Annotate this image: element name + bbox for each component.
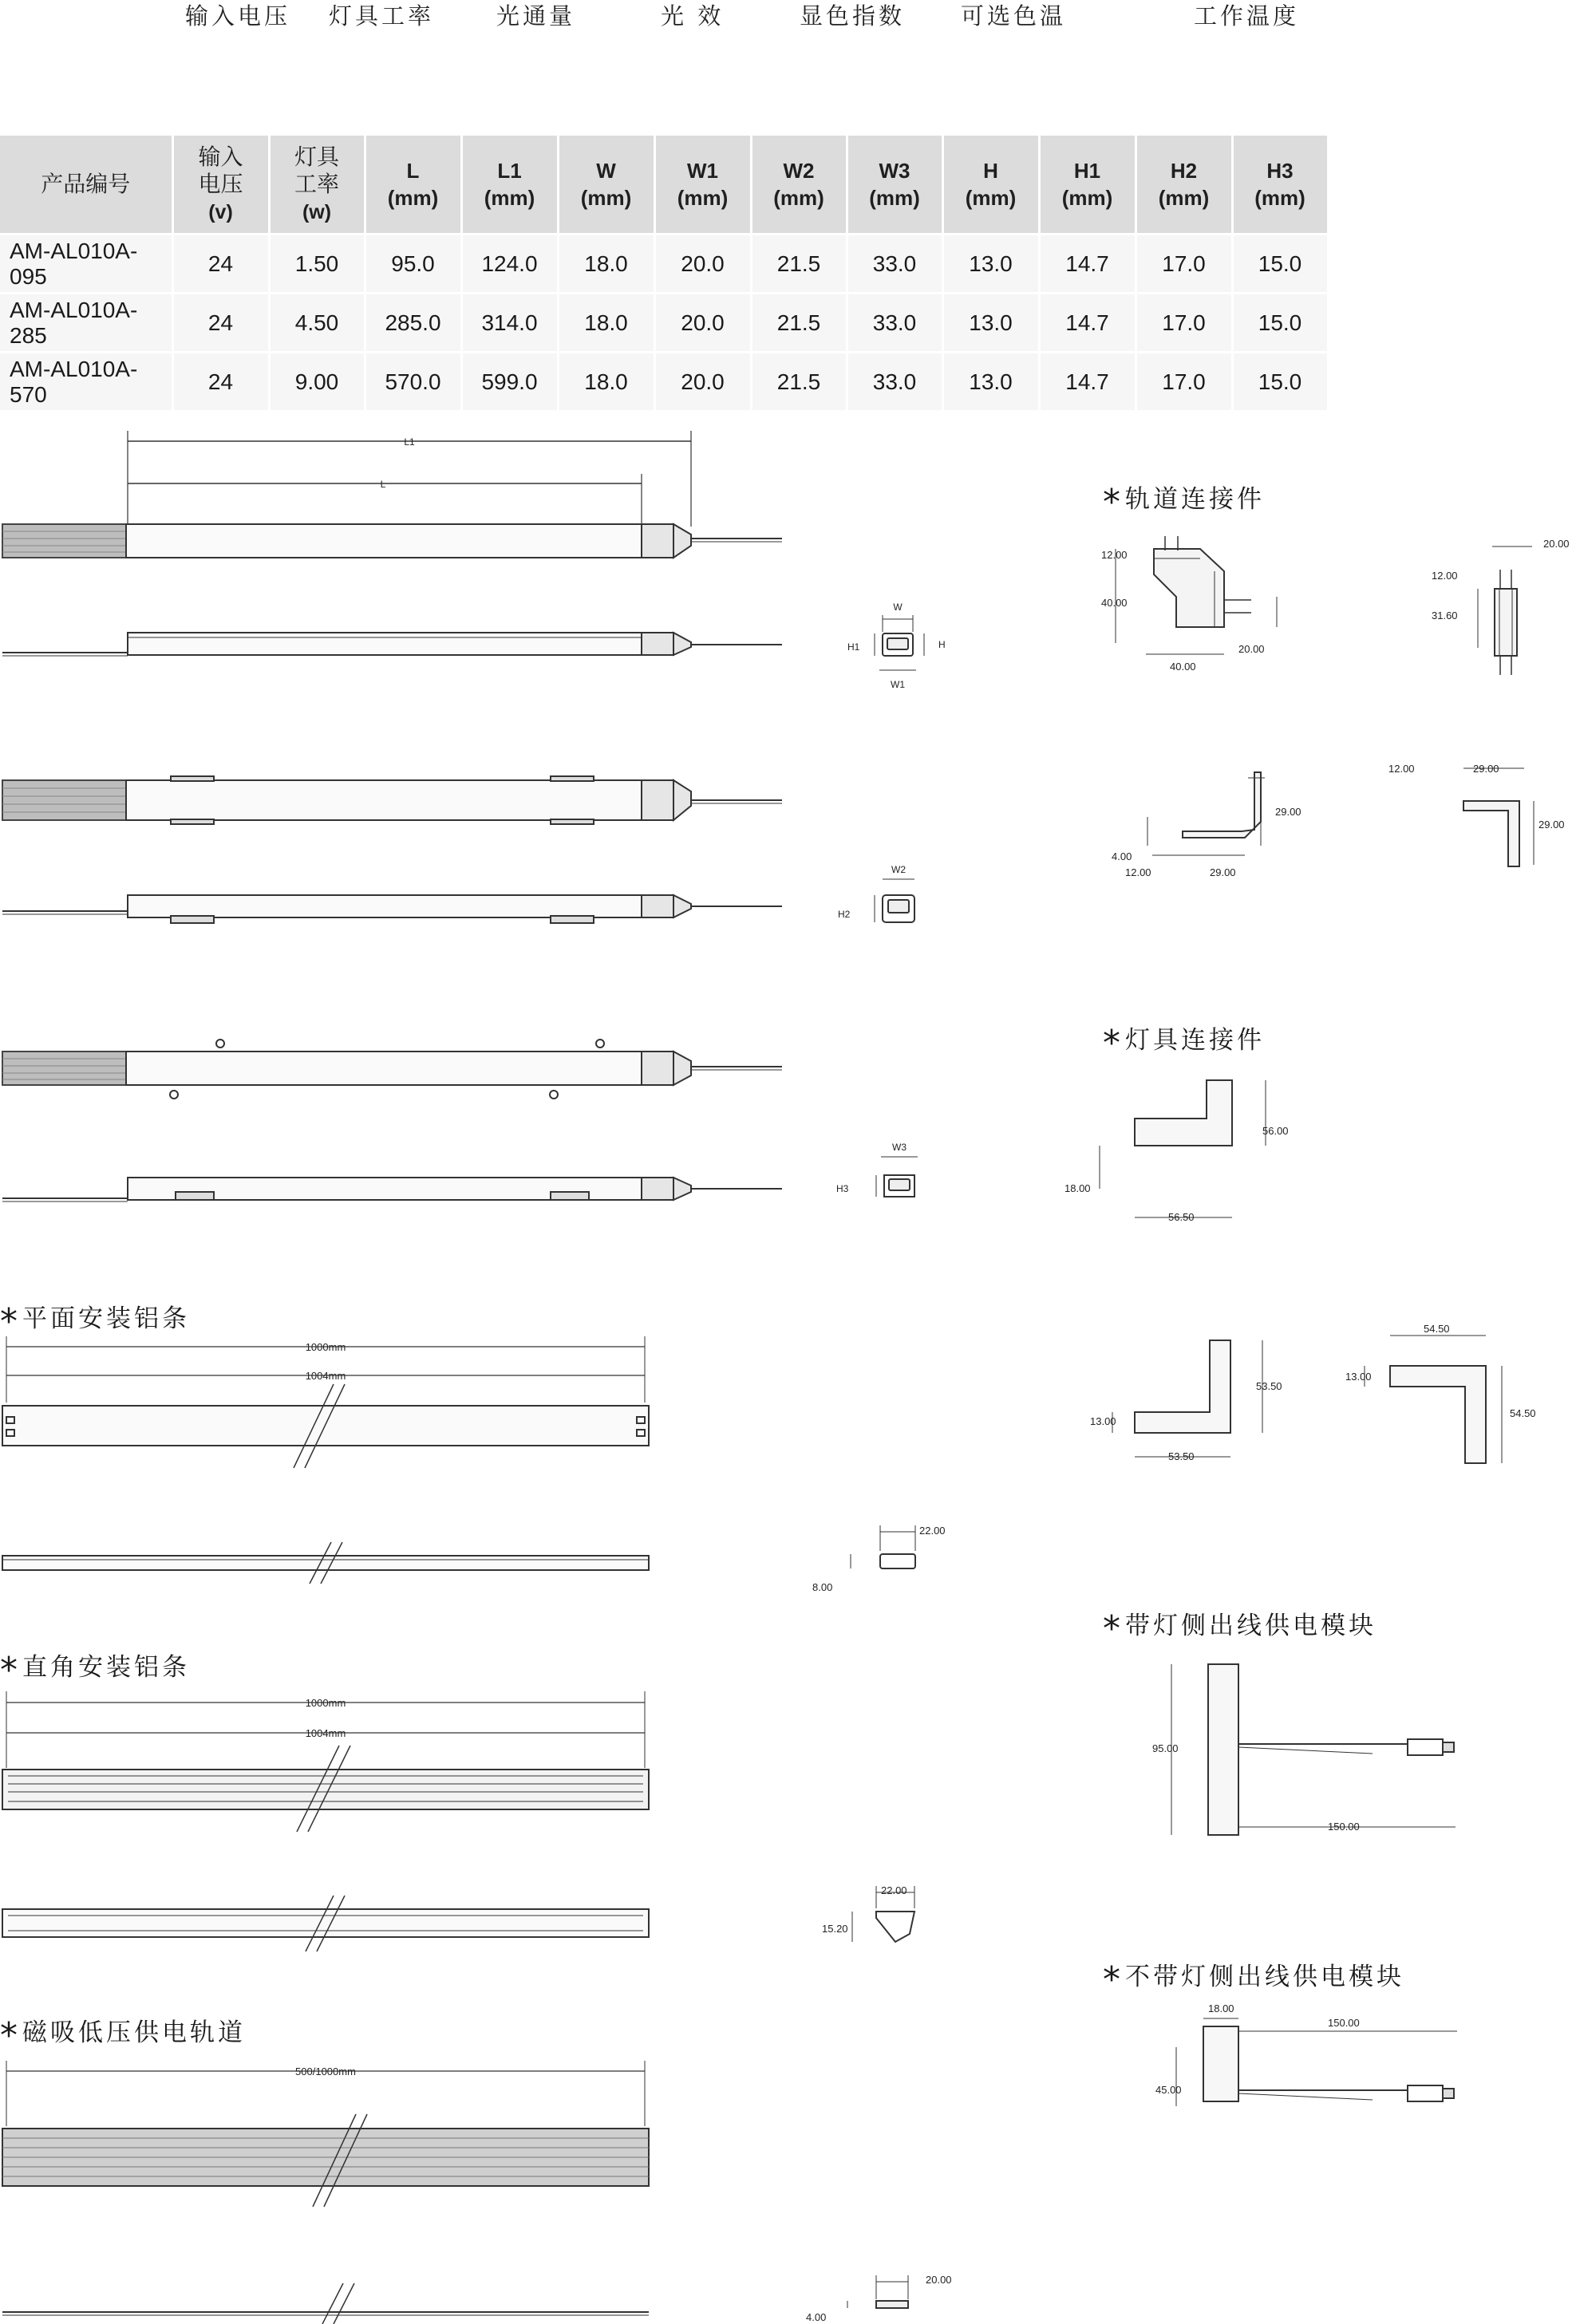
cell: 18.0 bbox=[558, 294, 654, 353]
header-input-voltage: 输入电压 bbox=[185, 2, 291, 30]
cell: 17.0 bbox=[1136, 235, 1232, 294]
cell-model: AM-AL010A-285 bbox=[0, 294, 172, 353]
cell: 13.0 bbox=[942, 294, 1039, 353]
dim-12-c: 12.00 bbox=[1125, 866, 1151, 878]
dim-H1: H1 bbox=[847, 641, 860, 653]
dim-40-b: 40.00 bbox=[1170, 661, 1196, 673]
dim-40-a: 40.00 bbox=[1101, 597, 1128, 609]
fixture-drawing-2 bbox=[2, 776, 914, 923]
dim-L1: L1 bbox=[404, 436, 415, 448]
cell: 24 bbox=[172, 294, 269, 353]
dim-12-a: 12.00 bbox=[1101, 549, 1128, 561]
col-header-H2: H2 (mm) bbox=[1136, 136, 1232, 235]
cell: 20.0 bbox=[654, 294, 751, 353]
cell: 9.00 bbox=[269, 353, 365, 411]
cell: 285.0 bbox=[365, 294, 461, 353]
cell: 17.0 bbox=[1136, 294, 1232, 353]
cell: 314.0 bbox=[461, 294, 558, 353]
cell: 13.0 bbox=[942, 235, 1039, 294]
dim-13-b: 13.00 bbox=[1345, 1371, 1372, 1383]
cell: 33.0 bbox=[847, 353, 942, 411]
dim-53-5-b: 53.50 bbox=[1168, 1450, 1195, 1462]
cell: 13.0 bbox=[942, 353, 1039, 411]
cell-model: AM-AL010A-570 bbox=[0, 353, 172, 411]
col-header-H: H (mm) bbox=[942, 136, 1039, 235]
dim-150-a: 150.00 bbox=[1328, 1821, 1360, 1833]
title-lamp-connector: *灯具连接件 bbox=[1103, 1023, 1265, 1063]
cell: 14.7 bbox=[1039, 353, 1136, 411]
dim-H: H bbox=[938, 639, 946, 650]
dim-54-5-b: 54.50 bbox=[1510, 1407, 1536, 1419]
dim-56: 56.00 bbox=[1262, 1125, 1289, 1137]
col-header-W1: W1 (mm) bbox=[654, 136, 751, 235]
dim-29-a: 29.00 bbox=[1275, 806, 1301, 818]
dim-53-5-a: 53.50 bbox=[1256, 1380, 1282, 1392]
cell: 24 bbox=[172, 353, 269, 411]
lamp-connector-drawings bbox=[1064, 1080, 1536, 1463]
dim-29-b: 29.00 bbox=[1210, 866, 1236, 878]
col-header-L1: L1 (mm) bbox=[461, 136, 558, 235]
dim-20-b: 20.00 bbox=[1543, 538, 1570, 550]
dim-20-track: 20.00 bbox=[926, 2274, 952, 2286]
dim-22: 22.00 bbox=[919, 1525, 946, 1537]
dim-1004mm: 1004mm bbox=[305, 1370, 346, 1382]
dim-W: W bbox=[893, 602, 903, 613]
col-header-model: 产品编号 bbox=[0, 136, 172, 235]
dim-45: 45.00 bbox=[1155, 2084, 1182, 2096]
col-header-W: W (mm) bbox=[558, 136, 654, 235]
fixture-drawing-1 bbox=[2, 431, 946, 690]
dim-1000mm-ra: 1000mm bbox=[305, 1697, 346, 1709]
dim-15-2: 15.20 bbox=[822, 1923, 848, 1935]
cell: 21.5 bbox=[751, 235, 847, 294]
header-cct: 可选色温 bbox=[961, 2, 1067, 30]
col-header-power: 灯具 工率 (w) bbox=[269, 136, 365, 235]
cell: 20.0 bbox=[654, 235, 751, 294]
power-module-with-light-drawing bbox=[1152, 1664, 1456, 1835]
dim-4-a: 4.00 bbox=[1112, 850, 1132, 862]
cell: 4.50 bbox=[269, 294, 365, 353]
dim-W2: W2 bbox=[891, 864, 906, 875]
col-header-H1: H1 (mm) bbox=[1039, 136, 1136, 235]
cell: 14.7 bbox=[1039, 235, 1136, 294]
header-cri: 显色指数 bbox=[800, 2, 906, 30]
title-power-module-without-light: *不带灯侧出线供电模块 bbox=[1103, 1959, 1404, 2000]
col-header-L: L (mm) bbox=[365, 136, 461, 235]
header-power: 灯具工率 bbox=[329, 2, 435, 30]
cell: 17.0 bbox=[1136, 353, 1232, 411]
cell: 21.5 bbox=[751, 294, 847, 353]
dim-20-a: 20.00 bbox=[1238, 643, 1265, 655]
dim-1000mm: 1000mm bbox=[305, 1341, 346, 1353]
track-connector-drawings bbox=[1101, 536, 1570, 878]
cell: 33.0 bbox=[847, 294, 942, 353]
power-module-without-light-drawing bbox=[1155, 2002, 1457, 2106]
cell: 33.0 bbox=[847, 235, 942, 294]
dim-H2: H2 bbox=[838, 909, 851, 920]
dim-W3: W3 bbox=[892, 1142, 906, 1153]
header-efficacy: 光 效 bbox=[661, 2, 725, 30]
dim-1004mm-ra: 1004mm bbox=[305, 1727, 346, 1739]
col-header-W3: W3 (mm) bbox=[847, 136, 942, 235]
cell: 18.0 bbox=[558, 353, 654, 411]
dim-18-a: 18.00 bbox=[1064, 1182, 1091, 1194]
cell: 24 bbox=[172, 235, 269, 294]
dim-W1: W1 bbox=[891, 679, 905, 690]
dim-31-6: 31.60 bbox=[1432, 610, 1458, 621]
header-operating-temp: 工作温度 bbox=[1194, 2, 1300, 30]
cell-model: AM-AL010A-095 bbox=[0, 235, 172, 294]
header-luminous-flux: 光通量 bbox=[496, 2, 576, 30]
cell: 15.0 bbox=[1232, 294, 1328, 353]
cell: 599.0 bbox=[461, 353, 558, 411]
dim-56-5: 56.50 bbox=[1168, 1211, 1195, 1223]
dim-12-b: 12.00 bbox=[1432, 570, 1458, 582]
magnetic-track-drawing bbox=[2, 2061, 952, 2324]
title-magnetic-track: *磁吸低压供电轨道 bbox=[0, 2015, 246, 2056]
cell: 21.5 bbox=[751, 353, 847, 411]
dim-95: 95.00 bbox=[1152, 1742, 1179, 1754]
dim-150-b: 150.00 bbox=[1328, 2017, 1360, 2029]
title-flat-profile: *平面安装铝条 bbox=[0, 1301, 190, 1342]
cell: 15.0 bbox=[1232, 235, 1328, 294]
cell: 570.0 bbox=[365, 353, 461, 411]
dim-H3: H3 bbox=[836, 1183, 849, 1194]
dim-4-track: 4.00 bbox=[806, 2311, 827, 2323]
col-header-H3: H3 (mm) bbox=[1232, 136, 1328, 235]
title-right-angle-profile: *直角安装铝条 bbox=[0, 1650, 190, 1691]
dim-L: L bbox=[380, 479, 386, 490]
title-track-connector: *轨道连接件 bbox=[1103, 482, 1265, 523]
dim-18-b: 18.00 bbox=[1208, 2002, 1234, 2014]
cell: 95.0 bbox=[365, 235, 461, 294]
col-header-voltage: 输入 电压 (v) bbox=[172, 136, 269, 235]
cell: 124.0 bbox=[461, 235, 558, 294]
cell: 1.50 bbox=[269, 235, 365, 294]
dim-22-ra: 22.00 bbox=[881, 1884, 907, 1896]
right-angle-profile-drawing bbox=[2, 1691, 914, 1951]
flat-profile-drawing bbox=[2, 1336, 946, 1593]
cell: 15.0 bbox=[1232, 353, 1328, 411]
dim-12-d: 12.00 bbox=[1388, 763, 1415, 775]
col-header-W2: W2 (mm) bbox=[751, 136, 847, 235]
fixture-drawing-3 bbox=[2, 1040, 918, 1201]
cell: 20.0 bbox=[654, 353, 751, 411]
cell: 18.0 bbox=[558, 235, 654, 294]
dim-29-d: 29.00 bbox=[1538, 819, 1565, 831]
title-power-module-with-light: *带灯侧出线供电模块 bbox=[1103, 1608, 1377, 1649]
dim-8: 8.00 bbox=[812, 1581, 833, 1593]
cell: 14.7 bbox=[1039, 294, 1136, 353]
dim-29-c: 29.00 bbox=[1473, 763, 1499, 775]
dim-13-a: 13.00 bbox=[1090, 1415, 1116, 1427]
dim-54-5-a: 54.50 bbox=[1424, 1323, 1450, 1335]
dim-500-1000mm: 500/1000mm bbox=[295, 2066, 356, 2077]
